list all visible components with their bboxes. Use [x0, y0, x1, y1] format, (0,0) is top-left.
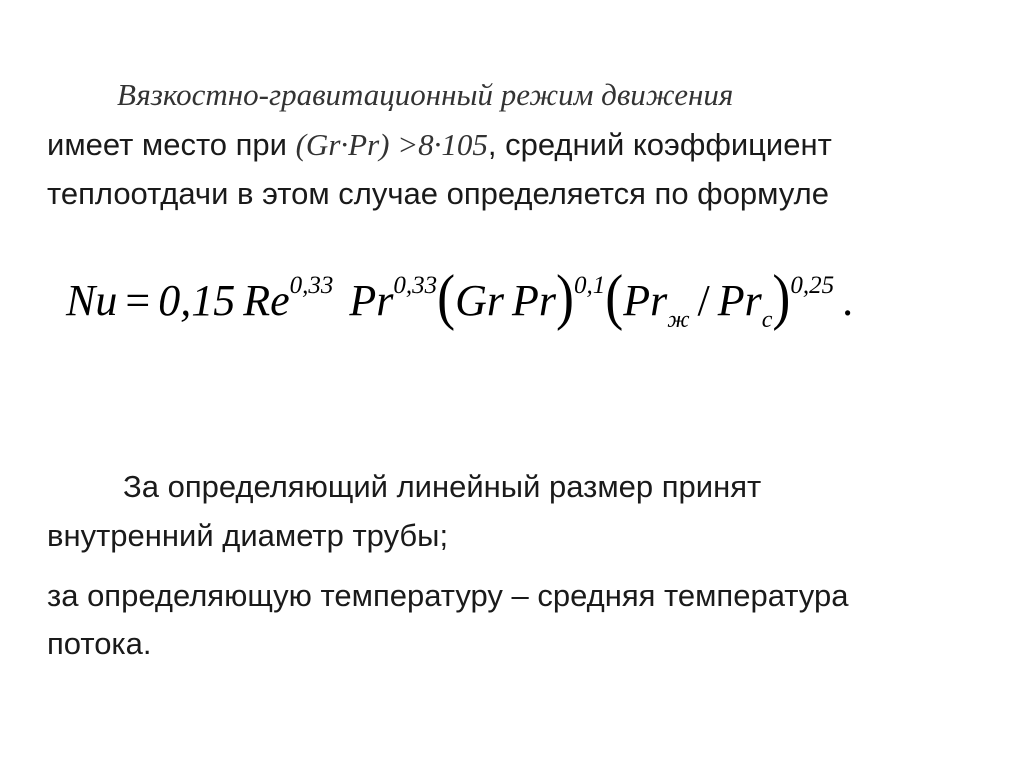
- formula-pr-exponent: 0,33: [393, 272, 438, 299]
- formula-ratio-exponent: 0,25: [790, 272, 835, 299]
- formula-intro-line: теплоотдачи в этом случае определяется по формуле: [47, 176, 829, 211]
- formula-equals: =: [125, 276, 151, 325]
- formula-sub-c: с: [761, 307, 773, 333]
- formula-sub-zh: ж: [667, 307, 690, 333]
- formula-re-exponent: 0,33: [289, 272, 334, 299]
- section-title: Вязкостно-гравитационный режим движения: [117, 77, 734, 112]
- condition-expression: (Gr·Pr) >8·105: [295, 127, 488, 162]
- nusselt-formula: [66, 262, 853, 332]
- formula-end-period: .: [842, 276, 854, 325]
- condition-prefix: имеет место при: [47, 127, 296, 162]
- condition-suffix: , средний коэффициент: [487, 127, 832, 162]
- dimension-line-2: внутренний диаметр трубы;: [47, 518, 449, 553]
- formula-coefficient: 0,15: [158, 276, 236, 325]
- dimension-line-1: За определяющий линейный размер принят: [123, 469, 762, 504]
- formula-pr: Pr: [349, 276, 394, 325]
- temperature-line-1: за определяющую температуру – средняя температура: [47, 578, 849, 613]
- formula-left-paren: (: [437, 262, 456, 332]
- formula-re: Re: [243, 276, 290, 325]
- formula-slash: /: [697, 276, 710, 325]
- formula-right-paren: ): [555, 262, 574, 332]
- formula-pr2: Pr: [511, 276, 556, 325]
- formula-right-paren-2: ): [772, 262, 791, 332]
- formula-nu: Nu: [66, 276, 118, 325]
- formula-pr-c: Pr: [717, 276, 762, 325]
- formula-left-paren-2: (: [605, 262, 624, 332]
- formula-grpr-exponent: 0,1: [573, 272, 606, 299]
- condition-line: [47, 125, 832, 165]
- temperature-line-2: потока.: [47, 626, 152, 661]
- formula-gr: Gr: [455, 276, 504, 325]
- formula-pr-zh: Pr: [623, 276, 668, 325]
